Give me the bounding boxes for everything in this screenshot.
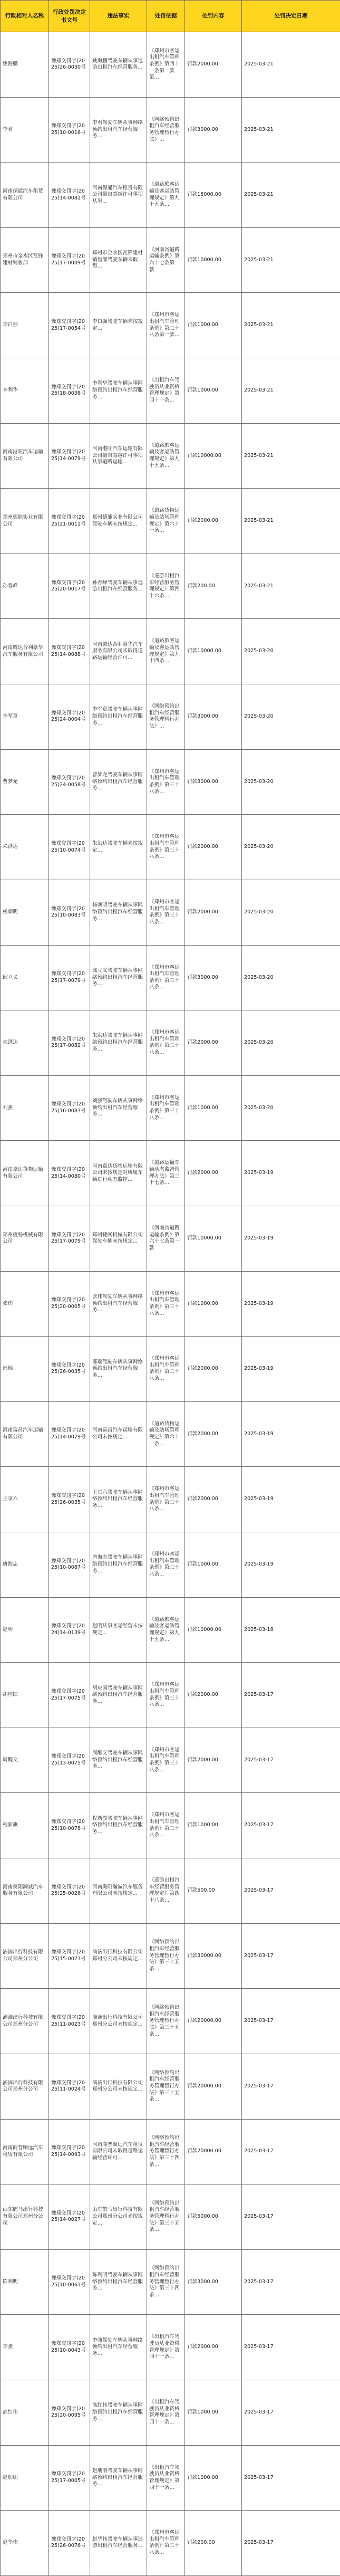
decision-number-cell: 豫郑交罚字(2025)11-0024号	[49, 2054, 90, 2119]
table-row	[1, 1271, 340, 1337]
legal-basis-cell: 《出租汽车驾驶员从业资格管理规定》第四十一条...	[147, 358, 185, 424]
violation-facts-cell: 滴滴出行科技有限公司郑州分公司未按规定...	[90, 1923, 147, 1989]
decision-number-cell: 豫郑交罚字(2025)16-0083号	[49, 1075, 90, 1141]
penalty-cell: 罚款2000.00	[185, 880, 242, 945]
penalty-cell: 罚款500.00	[185, 1858, 242, 1924]
decision-date-cell: 2025-03-17	[242, 2054, 340, 2119]
legal-basis-cell: 《网络预约出租汽车经营服务管理暂行办法》第三十五条...	[147, 2054, 185, 2119]
violation-facts-cell: 李军章驾驶车辆从事网络预约出租汽车经营服务...	[90, 684, 147, 750]
legal-basis-cell: 《出租汽车驾驶员从业资格管理规定》第四十一条...	[147, 2380, 185, 2445]
decision-date-cell: 2025-03-21	[242, 32, 340, 98]
party-cell: 赵明	[1, 1597, 49, 1663]
legal-basis-cell: 《郑州市客运出租汽车管理条例》第三十八条...	[147, 1337, 185, 1402]
legal-basis-cell: 《道路货物运输及站场管理规定》第六十一条...	[147, 489, 185, 554]
party-cell: 滴滴出行科技有限公司郑州分公司	[1, 1923, 49, 1989]
table-row	[1, 1923, 340, 1989]
violation-facts-cell: 孙春峰驾驶车辆从事巡游出租汽车经营服务...	[90, 554, 147, 619]
table-row	[1, 489, 340, 554]
decision-number-cell: 豫郑交罚字(2025)10-0087号	[49, 1532, 90, 1598]
violation-facts-cell: 唐海志驾驶车辆从事网络预约出租汽车经营服务...	[90, 1532, 147, 1598]
legal-basis-cell: 《网络预约出租汽车经营服务管理暂行办法》...	[147, 684, 185, 750]
decision-number-cell: 豫郑交罚字(2025)17-0005号	[49, 2445, 90, 2511]
legal-basis-cell: 《网络预约出租汽车经营服务管理暂行办法》第三十四条...	[147, 2249, 185, 2315]
violation-facts-cell: 曹梦龙驾驶车辆从事网络预约出租汽车经营服务...	[90, 749, 147, 815]
decision-number-cell: 豫郑交罚字(2025)26-0035号	[49, 1337, 90, 1402]
penalty-cell: 罚款3000.00	[185, 97, 242, 163]
legal-basis-cell: 《郑州市客运出租汽车管理条例》第三十八条...	[147, 1728, 185, 1793]
penalty-cell: 罚款10000.00	[185, 1597, 242, 1663]
legal-basis-cell: 《道路旅客运输及客运站管理规定》第九十五条...	[147, 163, 185, 228]
header-date: 处罚决定日期	[242, 1, 340, 32]
legal-basis-cell: 《网络预约出租汽车经营服务管理暂行办法》第三十四条...	[147, 2119, 185, 2184]
party-cell: 周醒文	[1, 1728, 49, 1793]
legal-basis-cell: 《巡游出租汽车经营服务管理规定》第四十八条...	[147, 1858, 185, 1924]
party-cell: 张伟	[1, 1271, 49, 1337]
party-cell: 滴滴出行科技有限公司郑州分公司	[1, 1989, 49, 2054]
decision-number-cell: 豫郑交罚字(2025)17-0079号	[49, 1206, 90, 1271]
decision-date-cell: 2025-03-21	[242, 227, 340, 293]
legal-basis-cell: 《道路运输车辆动态监督管理办法》第三十七条...	[147, 1141, 185, 1206]
violation-facts-cell: 河南嘉达货物运输有限公司未按规定对所属车辆进行动态监控...	[90, 1141, 147, 1206]
decision-date-cell: 2025-03-20	[242, 749, 340, 815]
decision-number-cell: 豫郑交罚字(2025)26-0076号	[49, 2511, 90, 2576]
decision-number-cell: 豫郑交罚字(2025)10-0043号	[49, 2315, 90, 2380]
decision-number-cell: 豫郑交罚字(2025)18-0038号	[49, 358, 90, 424]
table-row	[1, 2249, 340, 2315]
violation-facts-cell: 程新旗驾驶车辆从事网络预约出租汽车经营服务...	[90, 1793, 147, 1858]
penalty-cell: 罚款10000.00	[185, 1206, 242, 1271]
legal-basis-cell: 《网络预约出租汽车经营服务管理暂行办法》第三十五条...	[147, 1923, 185, 1989]
decision-date-cell: 2025-03-17	[242, 2315, 340, 2380]
decision-date-cell: 2025-03-20	[242, 1010, 340, 1076]
legal-basis-cell: 《网络预约出租汽车经营服务管理暂行办法》第三十五条...	[147, 2184, 185, 2250]
penalty-cell: 罚款3000.00	[185, 2249, 242, 2315]
violation-facts-cell: 邱立义驾驶车辆从事网络预约出租汽车经营服务...	[90, 945, 147, 1010]
violation-facts-cell: 赵明从事客运经营未按规定...	[90, 1597, 147, 1663]
table-row	[1, 1010, 340, 1076]
penalty-cell: 罚款1000.00	[185, 2445, 242, 2511]
party-cell: 姚海鹏	[1, 32, 49, 98]
violation-facts-cell: 邢瑞驾驶车辆从事网络预约出租汽车经营服务...	[90, 1337, 147, 1402]
penalty-cell: 罚款10000.00	[185, 619, 242, 684]
party-cell: 河南保通汽车租赁有限公司	[1, 163, 49, 228]
decision-date-cell: 2025-03-21	[242, 423, 340, 489]
decision-date-cell: 2025-03-19	[242, 1337, 340, 1402]
table-row	[1, 423, 340, 489]
decision-number-cell: 豫郑交罚字(2025)14-0079号	[49, 1401, 90, 1467]
violation-facts-cell: 张伟驾驶车辆从事网络预约出租汽车经营服务...	[90, 1271, 147, 1337]
decision-number-cell: 豫郑交罚字(2025)13-0075号	[49, 1728, 90, 1793]
violation-facts-cell: 朱洪达驾驶车辆从事网络预约出租汽车经营服务...	[90, 1010, 147, 1076]
decision-number-cell: 豫郑交罚字(2024)14-0139号	[49, 1597, 90, 1663]
penalty-cell: 罚款1000.00	[185, 1532, 242, 1598]
decision-date-cell: 2025-03-17	[242, 2445, 340, 2511]
table-row	[1, 1858, 340, 1924]
violation-facts-cell: 陈利明驾驶车辆从事网络预约出租汽车经营服务...	[90, 2249, 147, 2315]
party-cell: 李君	[1, 97, 49, 163]
decision-number-cell: 豫郑交罚字(2025)10-0061号	[49, 2249, 90, 2315]
decision-number-cell: 豫郑交罚字(2025)10-0016号	[49, 97, 90, 163]
header-basis: 处罚依据	[147, 1, 185, 32]
violation-facts-cell: 王京六驾驶车辆从事网络预约出租汽车经营服务...	[90, 1467, 147, 1532]
penalty-cell: 罚款3000.00	[185, 945, 242, 1010]
penalty-cell: 罚款20000.00	[185, 2119, 242, 2184]
table-row	[1, 1206, 340, 1271]
table-row	[1, 97, 340, 163]
legal-basis-cell: 《河南省道路运输条例》第六十七条第一款	[147, 1206, 185, 1271]
penalty-cell: 罚款200.00	[185, 2511, 242, 2576]
party-cell: 程新旗	[1, 1793, 49, 1858]
violation-facts-cell: 周醒文驾驶车辆从事网络预约出租汽车经营服务...	[90, 1728, 147, 1793]
table-row	[1, 2119, 340, 2184]
table-row	[1, 619, 340, 684]
party-cell: 朱洪达	[1, 1010, 49, 1076]
decision-date-cell: 2025-03-21	[242, 293, 340, 358]
penalty-cell: 罚款1000.00	[185, 2380, 242, 2445]
violation-facts-cell: 河南商普顺远汽车租赁有限公司未取得道路运输经营许可...	[90, 2119, 147, 2184]
decision-date-cell: 2025-03-17	[242, 1728, 340, 1793]
legal-basis-cell: 《道路旅客运输及客运站管理规定》第九十四条...	[147, 619, 185, 684]
table-row	[1, 1467, 340, 1532]
legal-basis-cell: 《郑州市客运出租汽车管理条例》第三十八条...	[147, 749, 185, 815]
penalty-cell: 罚款2000.00	[185, 1728, 242, 1793]
table-row	[1, 32, 340, 98]
violation-facts-cell: 山东鹤马出行科技有限公司郑州分公司未按规定...	[90, 2184, 147, 2250]
decision-number-cell: 豫郑交罚字(2025)26-0030号	[49, 32, 90, 98]
table-row	[1, 1141, 340, 1206]
violation-facts-cell: 李強驾驶车辆从事网络预约出租汽车经营服务...	[90, 2315, 147, 2380]
decision-date-cell: 2025-03-21	[242, 554, 340, 619]
table-row	[1, 1075, 340, 1141]
party-cell: 唐海志	[1, 1532, 49, 1598]
decision-number-cell: 豫郑交罚字(2025)14-0088号	[49, 619, 90, 684]
table-row	[1, 358, 340, 424]
party-cell: 王京六	[1, 1467, 49, 1532]
decision-number-cell: 豫郑交罚字(2025)20-0095号	[49, 2380, 90, 2445]
penalty-cell: 罚款2000.00	[185, 1467, 242, 1532]
decision-number-cell: 豫郑交罚字(2025)20-0017号	[49, 554, 90, 619]
legal-basis-cell: 《出租汽车驾驶员从业资格管理规定》第四十一条...	[147, 2445, 185, 2511]
party-cell: 刘强	[1, 1075, 49, 1141]
table-row	[1, 554, 340, 619]
table-row	[1, 1532, 340, 1598]
party-cell: 胡应国	[1, 1663, 49, 1728]
party-cell: 李利华	[1, 358, 49, 424]
decision-date-cell: 2025-03-20	[242, 945, 340, 1010]
table-row	[1, 1401, 340, 1467]
penalty-cell: 罚款2000.00	[185, 2315, 242, 2380]
header-row	[1, 1, 340, 32]
party-cell: 河南嘉达货物运输有限公司	[1, 1141, 49, 1206]
decision-date-cell: 2025-03-19	[242, 1271, 340, 1337]
party-cell: 赵朋朋	[1, 2445, 49, 2511]
penalty-cell: 罚款1000.00	[185, 1793, 242, 1858]
decision-date-cell: 2025-03-19	[242, 1401, 340, 1467]
legal-basis-cell: 《郑州市客运出租汽车管理条例》第三十八条...	[147, 945, 185, 1010]
decision-number-cell: 豫郑交罚字(2025)21-0011号	[49, 489, 90, 554]
legal-basis-cell: 《河南省道路运输条例》第六十七条第一款	[147, 227, 185, 293]
penalty-cell: 罚款5000.00	[185, 2184, 242, 2250]
table-row	[1, 2380, 340, 2445]
decision-number-cell: 豫郑交罚字(2025)10-0074号	[49, 815, 90, 880]
penalty-cell: 罚款2000.00	[185, 815, 242, 880]
penalty-cell: 罚款1000.00	[185, 1075, 242, 1141]
party-cell: 赵华伟	[1, 2511, 49, 2576]
party-cell: 邢瑞	[1, 1337, 49, 1402]
legal-basis-cell: 《道路旅客运输及客运站管理规定》第九十五条...	[147, 423, 185, 489]
table-header	[1, 1, 340, 32]
penalty-cell: 罚款18000.00	[185, 163, 242, 228]
party-cell: 河南商普顺远汽车租赁有限公司	[1, 2119, 49, 2184]
decision-number-cell: 豫郑交罚字(2025)14-0093号	[49, 2119, 90, 2184]
decision-date-cell: 2025-03-20	[242, 684, 340, 750]
decision-date-cell: 2025-03-21	[242, 489, 340, 554]
penalty-cell: 罚款20000.00	[185, 2054, 242, 2119]
decision-date-cell: 2025-03-19	[242, 1467, 340, 1532]
table-row	[1, 684, 340, 750]
decision-date-cell: 2025-03-19	[242, 1206, 340, 1271]
table-row	[1, 1597, 340, 1663]
decision-number-cell: 豫郑交罚字(2025)10-0083号	[49, 880, 90, 945]
table-row	[1, 1728, 340, 1793]
penalty-cell: 罚款2000.00	[185, 1141, 242, 1206]
party-cell: 李強	[1, 2315, 49, 2380]
table-row	[1, 1337, 340, 1402]
violation-facts-cell: 河南奥阳瀚诚汽车服务有限公司未按规定...	[90, 1858, 147, 1924]
decision-date-cell: 2025-03-18	[242, 1597, 340, 1663]
violation-facts-cell: 赵朋朋驾驶车辆从事网络预约出租汽车经营服务...	[90, 2445, 147, 2511]
party-cell: 河南腾达合利豪华汽车服务有限公司	[1, 619, 49, 684]
decision-date-cell: 2025-03-17	[242, 2511, 340, 2576]
decision-date-cell: 2025-03-21	[242, 97, 340, 163]
party-cell: 杨朝明	[1, 880, 49, 945]
party-cell: 孙春峰	[1, 554, 49, 619]
party-cell: 山东鹤马出行科技有限公司郑州分公司	[1, 2184, 49, 2250]
decision-number-cell: 豫郑交罚字(2025)17-0054号	[49, 293, 90, 358]
table-row	[1, 163, 340, 228]
table-row	[1, 2054, 340, 2119]
decision-date-cell: 2025-03-17	[242, 2380, 340, 2445]
decision-number-cell: 豫郑交罚字(2025)17-0079号	[49, 945, 90, 1010]
penalty-cell: 罚款20000.00	[185, 1989, 242, 2054]
legal-basis-cell: 《郑州市客运出租汽车管理条例》第四十一条第一款第...	[147, 32, 185, 98]
penalty-cell: 罚款3000.00	[185, 749, 242, 815]
legal-basis-cell: 《出租汽车驾驶员从业资格管理规定》第四十一条...	[147, 2315, 185, 2380]
party-cell: 朱洪达	[1, 815, 49, 880]
table-row	[1, 880, 340, 945]
table-row	[1, 2445, 340, 2511]
party-cell: 河南奥阳瀚诚汽车服务有限公司	[1, 1858, 49, 1924]
violation-facts-cell: 滴滴出行科技有限公司郑州分公司未按规定...	[90, 2054, 147, 2119]
decision-date-cell: 2025-03-17	[242, 1793, 340, 1858]
header-facts: 违法事实	[90, 1, 147, 32]
table-row	[1, 815, 340, 880]
header-decision-no: 行政处罚决定书文号	[49, 1, 90, 32]
legal-basis-cell: 《郑州市客运出租汽车管理条例》第三十八条...	[147, 1271, 185, 1337]
penalty-cell: 罚款1000.00	[185, 358, 242, 424]
legal-basis-cell: 《郑州市客运出租汽车管理条例》第三十八条...	[147, 1010, 185, 1076]
decision-number-cell: 豫郑交罚字(2025)26-0035号	[49, 1467, 90, 1532]
violation-facts-cell: 赵华伟驾驶车辆从事巡游出租汽车经营服务...	[90, 2511, 147, 2576]
penalty-cell: 罚款2000.00	[185, 1337, 242, 1402]
decision-number-cell: 豫郑交罚字(2025)14-0081号	[49, 163, 90, 228]
party-cell: 郑州市金水区瓦锋建材销售部	[1, 227, 49, 293]
decision-date-cell: 2025-03-17	[242, 2184, 340, 2250]
penalty-cell: 罚款2000.00	[185, 489, 242, 554]
legal-basis-cell: 《郑州市客运出租汽车管理条例》第三十八条...	[147, 1793, 185, 1858]
decision-number-cell: 豫郑交罚字(2025)15-0023号	[49, 1923, 90, 1989]
penalty-cell: 罚款2000.00	[185, 1663, 242, 1728]
decision-number-cell: 豫郑交罚字(2025)24-0004号	[49, 684, 90, 750]
table-row	[1, 1663, 340, 1728]
penalty-cell: 罚款2000.00	[185, 32, 242, 98]
legal-basis-cell: 《郑州市客运出租汽车管理条例》第三十八条...	[147, 1467, 185, 1532]
table-row	[1, 1989, 340, 2054]
party-cell: 陈利明	[1, 2249, 49, 2315]
legal-basis-cell: 《道路旅客运输及客运站管理规定》第九十五条...	[147, 1597, 185, 1663]
legal-basis-cell: 《郑州市客运出租汽车管理条例》第三十八条...	[147, 880, 185, 945]
legal-basis-cell: 《郑州市客运出租汽车管理条例》第三十八条第一款...	[147, 293, 185, 358]
table-row	[1, 945, 340, 1010]
decision-number-cell: 豫郑交罚字(2025)14-0080号	[49, 1141, 90, 1206]
table-row	[1, 293, 340, 358]
decision-number-cell: 豫郑交罚字(2025)11-0023号	[49, 1989, 90, 2054]
decision-date-cell: 2025-03-19	[242, 1141, 340, 1206]
penalty-cell: 罚款200.00	[185, 554, 242, 619]
decision-number-cell: 豫郑交罚字(2025)14-0079号	[49, 423, 90, 489]
decision-number-cell: 豫郑交罚字(2025)14-0027号	[49, 2184, 90, 2250]
table-row	[1, 227, 340, 293]
penalty-cell: 罚款1000.00	[185, 293, 242, 358]
header-penalty: 处罚内容	[185, 1, 242, 32]
penalty-cell: 罚款10000.00	[185, 423, 242, 489]
party-cell: 邱立义	[1, 945, 49, 1010]
decision-number-cell: 豫郑交罚字(2025)17-0075号	[49, 1663, 90, 1728]
decision-number-cell: 豫郑交罚字(2025)10-0078号	[49, 1793, 90, 1858]
table-row	[1, 749, 340, 815]
violation-facts-cell: 河南港旺汽车运输有限公司擅自超越许可事项从事道路运输...	[90, 423, 147, 489]
violation-facts-cell: 李利华驾驶车辆从事网络预约出租汽车经营服务...	[90, 358, 147, 424]
legal-basis-cell: 《郑州市客运出租汽车管理条例》第三十八条...	[147, 2511, 185, 2576]
decision-date-cell: 2025-03-20	[242, 619, 340, 684]
party-cell: 郑州德能实业有限公司	[1, 489, 49, 554]
violation-facts-cell: 李君驾驶车辆从事网络预约出租汽车经营服务...	[90, 97, 147, 163]
decision-date-cell: 2025-03-17	[242, 2119, 340, 2184]
penalty-cell: 罚款1000.00	[185, 1271, 242, 1337]
legal-basis-cell: 《郑州市客运出租汽车管理条例》第三十八条...	[147, 1532, 185, 1598]
party-cell: 滴滴出行科技有限公司郑州分公司	[1, 2054, 49, 2119]
legal-basis-cell: 《道路货物运输及站场管理规定》第六十一条...	[147, 1401, 185, 1467]
decision-date-cell: 2025-03-20	[242, 880, 340, 945]
legal-basis-cell: 《网络预约出租汽车经营服务管理暂行办法》第三十五条...	[147, 1989, 185, 2054]
decision-date-cell: 2025-03-17	[242, 1663, 340, 1728]
decision-date-cell: 2025-03-21	[242, 358, 340, 424]
violation-facts-cell: 郑州德能实业有限公司驾驶车辆未按规定...	[90, 489, 147, 554]
table-body	[1, 32, 340, 2576]
header-party: 行政相对人名称	[1, 1, 49, 32]
table-row	[1, 2315, 340, 2380]
penalty-cell: 罚款10000.00	[185, 227, 242, 293]
legal-basis-cell: 《网络预约出租汽车经营服务管理暂行办法》...	[147, 97, 185, 163]
decision-date-cell: 2025-03-17	[242, 1989, 340, 2054]
party-cell: 李白强	[1, 293, 49, 358]
legal-basis-cell: 《郑州市客运出租汽车管理条例》第三十八条...	[147, 815, 185, 880]
violation-facts-cell: 滴滴出行科技有限公司郑州分公司未按规定...	[90, 1989, 147, 2054]
decision-date-cell: 2025-03-19	[242, 1532, 340, 1598]
decision-number-cell: 豫郑交罚字(2025)25-0026号	[49, 1858, 90, 1924]
violation-facts-cell: 高红伟驾驶车辆从事网络预约出租汽车经营服务...	[90, 2380, 147, 2445]
party-cell: 河南港旺汽车运输有限公司	[1, 423, 49, 489]
party-cell: 曹梦龙	[1, 749, 49, 815]
decision-date-cell: 2025-03-17	[242, 2249, 340, 2315]
legal-basis-cell: 《郑州市客运出租汽车管理条例》第三十八条...	[147, 1663, 185, 1728]
penalty-cell: 罚款2000.00	[185, 1010, 242, 1076]
violation-facts-cell: 李白强驾驶车辆未按规定...	[90, 293, 147, 358]
violation-facts-cell: 杨朝明驾驶车辆从事网络预约出租汽车经营服务...	[90, 880, 147, 945]
decision-number-cell: 豫郑交罚字(2025)17-0009号	[49, 227, 90, 293]
decision-number-cell: 豫郑交罚字(2025)20-0005号	[49, 1271, 90, 1337]
decision-date-cell: 2025-03-17	[242, 1923, 340, 1989]
violation-facts-cell: 河南富昌汽车运输有限公司未按规定...	[90, 1401, 147, 1467]
table-row	[1, 2511, 340, 2576]
penalty-cell: 罚款2000.00	[185, 1401, 242, 1467]
violation-facts-cell: 姚海鹏驾驶车辆从事巡游出租汽车经营服务...	[90, 32, 147, 98]
violation-facts-cell: 郑州捷畅机械有限公司驾驶车辆未按规定...	[90, 1206, 147, 1271]
table-row	[1, 2184, 340, 2250]
party-cell: 郑州捷畅机械有限公司	[1, 1206, 49, 1271]
party-cell: 高红伟	[1, 2380, 49, 2445]
party-cell: 河南富昌汽车运输有限公司	[1, 1401, 49, 1467]
table-row	[1, 1793, 340, 1858]
violation-facts-cell: 郑州市金水区瓦锋建材销售部驾驶车辆未取得...	[90, 227, 147, 293]
party-cell: 李军章	[1, 684, 49, 750]
decision-date-cell: 2025-03-17	[242, 1858, 340, 1924]
decision-date-cell: 2025-03-21	[242, 163, 340, 228]
penalty-cell: 罚款30000.00	[185, 1923, 242, 1989]
decision-date-cell: 2025-03-20	[242, 1075, 340, 1141]
violation-facts-cell: 朱洪达驾驶车辆未按规定...	[90, 815, 147, 880]
decision-date-cell: 2025-03-20	[242, 815, 340, 880]
violation-facts-cell: 河南保通汽车租赁有限公司擅自超越许可事项从事...	[90, 163, 147, 228]
decision-number-cell: 豫郑交罚字(2025)24-0058号	[49, 749, 90, 815]
legal-basis-cell: 《巡游出租汽车经营服务管理规定》第四十六条...	[147, 554, 185, 619]
violation-facts-cell: 刘强驾驶车辆从事网络预约出租汽车经营服务...	[90, 1075, 147, 1141]
violation-facts-cell: 胡应国驾驶车辆从事网络预约出租汽车经营服务...	[90, 1663, 147, 1728]
violation-facts-cell: 河南腾达合利豪华汽车服务有限公司未取得道路运输经营许可...	[90, 619, 147, 684]
legal-basis-cell: 《郑州市客运出租汽车管理条例》第三十八条...	[147, 1075, 185, 1141]
decision-number-cell: 豫郑交罚字(2025)17-0082号	[49, 1010, 90, 1076]
penalty-cell: 罚款3000.00	[185, 684, 242, 750]
